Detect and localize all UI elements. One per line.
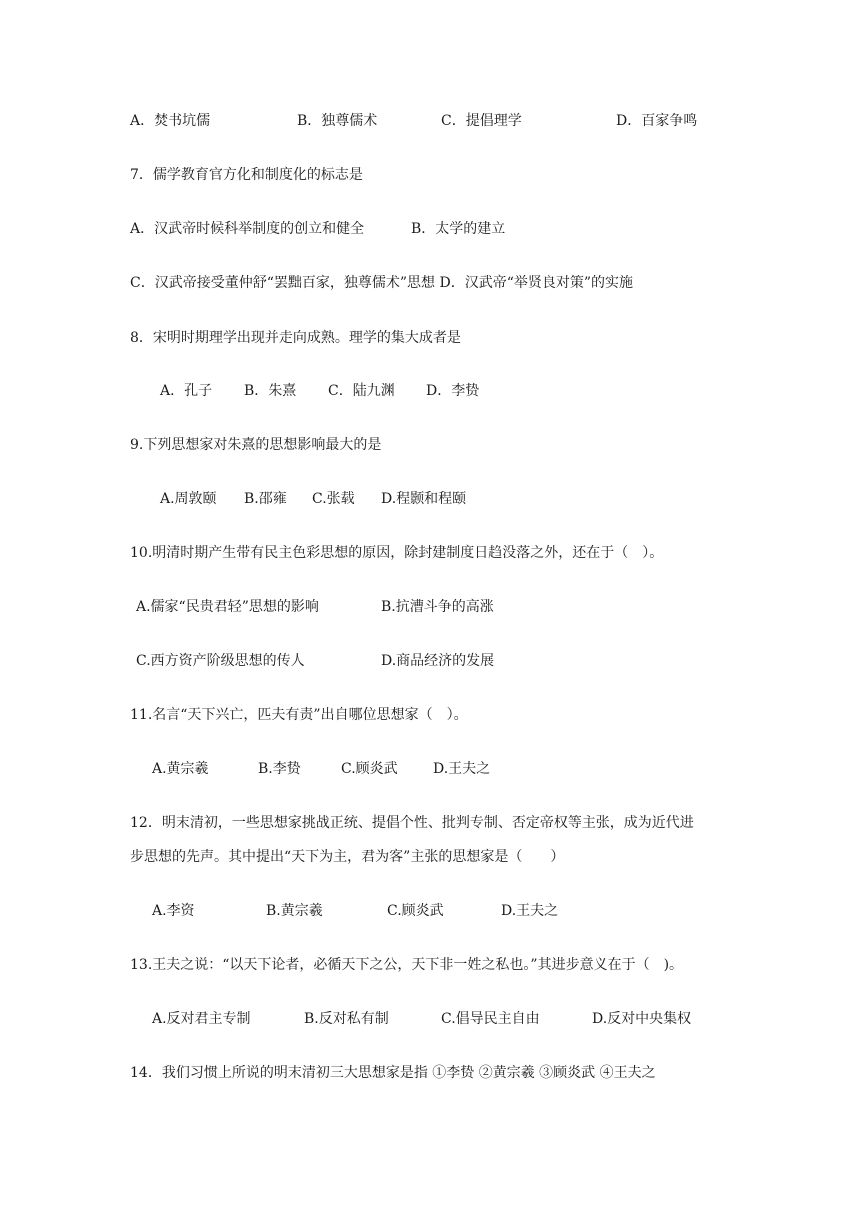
question-text: 14．我们习惯上所说的明末清初三大思想家是指 ①李贽 ②黄宗羲 ③顾炎武 ④王夫之 [130,1065,656,1081]
option-d: D．百家争鸣 [616,113,698,129]
option-b: B.反对私有制 [304,1011,389,1027]
question-text: 9.下列思想家对朱熹的思想影响最大的是 [130,437,382,453]
option-a: A.反对君主专制 [152,1011,251,1027]
option-c: C.顾炎武 [387,903,444,919]
option-a: A.周敦颐 [160,491,217,507]
question-text: 12．明末清初，一些思想家挑战正统、提倡个性、批判专制、否定帝权等主张，成为近代进 [130,815,694,831]
option-b: B．太学的建立 [411,221,506,237]
option-a: A．孔子 [160,383,213,399]
option-b: B.邵雍 [244,491,287,507]
option-a: A.黄宗羲 [152,761,209,777]
option-d: D.王夫之 [501,903,559,919]
option-b: B.黄宗羲 [266,903,323,919]
question-text: 11.名言“天下兴亡，匹夫有责”出自哪位思想家（ ）。 [130,707,468,723]
option-b: B.李贽 [258,761,301,777]
option-c: C.张载 [312,491,355,507]
option-a: A．焚书坑儒 [130,113,211,129]
question-text: 8．宋明时期理学出现并走向成熟。理学的集大成者是 [130,330,461,346]
option-text: C．汉武帝接受董仲舒“罢黜百家，独尊儒术”思想 D．汉武帝“举贤良对策”的实施 [130,275,634,291]
option-b: B.抗漕斗争的高涨 [381,599,494,615]
option-c: C.倡导民主自由 [441,1011,540,1027]
option-c: C．陆九渊 [328,383,395,399]
question-text: 7．儒学教育官方化和制度化的标志是 [130,167,363,183]
option-c: C．提倡理学 [441,113,522,129]
option-d: D.商品经济的发展 [381,653,495,669]
option-c: C.西方资产阶级思想的传人 [136,653,305,669]
question-text: 13.王夫之说：“以天下论者，必循天下之公，天下非一姓之私也。”其进步意义在于（ )。 [130,957,684,973]
question-text: 步思想的先声。其中提出“天下为主，君为客”主张的思想家是（ ） [130,849,565,865]
option-a: A．汉武帝时候科举制度的创立和健全 [130,221,365,237]
option-d: D.王夫之 [433,761,491,777]
option-a: A.儒家“民贵君轻”思想的影响 [136,599,319,615]
option-b: B．独尊儒术 [297,113,378,129]
option-c: C.顾炎武 [341,761,398,777]
option-d: D.反对中央集权 [592,1011,692,1027]
option-b: B．朱熹 [244,383,297,399]
option-a: A.李资 [152,903,195,919]
question-text: 10.明清时期产生带有民主色彩思想的原因，除封建制度日趋没落之外，还在于（ ）。 [130,545,664,561]
option-d: D．李贽 [426,383,480,399]
option-d: D.程颢和程颐 [381,491,467,507]
